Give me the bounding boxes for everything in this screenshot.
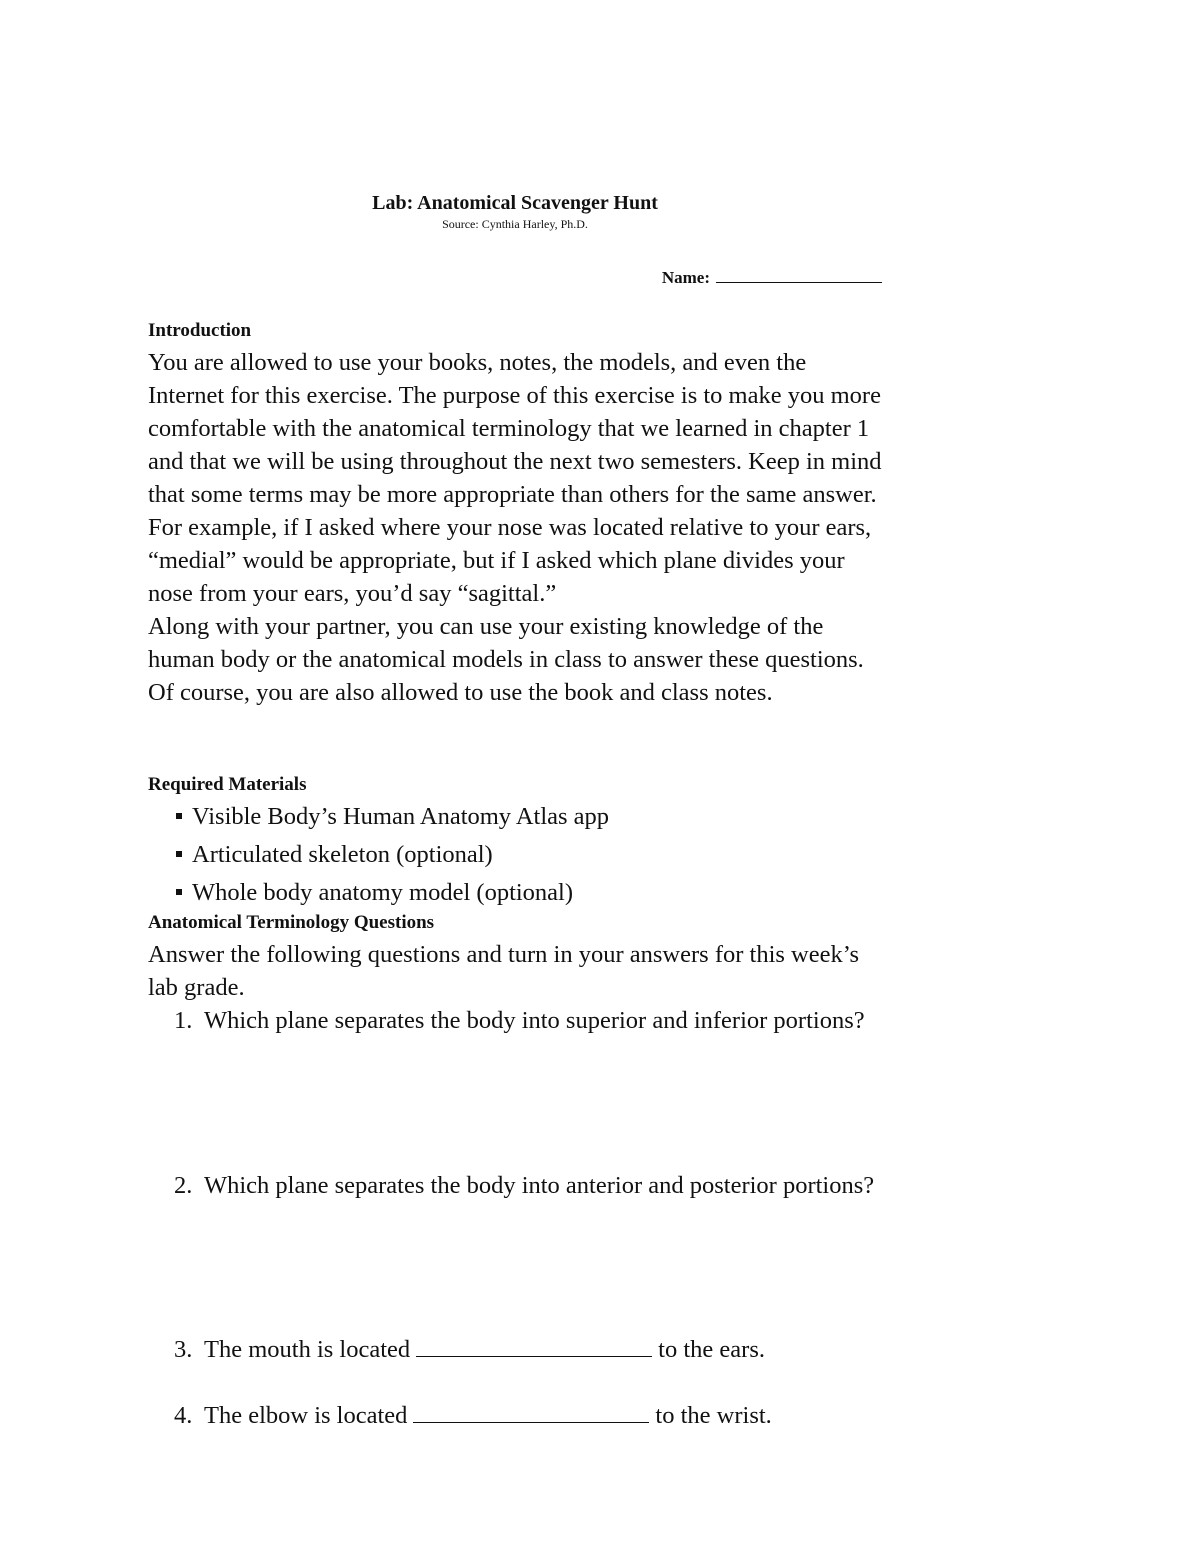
introduction-body [148, 346, 888, 709]
question-text: Which plane separates the body into anterior and posterior portions? [204, 1172, 875, 1199]
question-number: 4. [174, 1402, 193, 1429]
name-blank-line [716, 264, 882, 283]
name-field [560, 264, 882, 290]
list-item [176, 836, 876, 874]
list-item [176, 874, 876, 912]
question-item [174, 1333, 888, 1366]
question-text [204, 1399, 888, 1432]
introduction-heading: Introduction [148, 320, 252, 341]
list-item [176, 798, 876, 836]
question-item [174, 1004, 888, 1037]
question-number: 2. [174, 1172, 193, 1199]
material-label: Whole body anatomy model (optional) [192, 879, 574, 906]
questions-heading: Anatomical Terminology Questions [148, 912, 435, 933]
question-text-after: to the wrist. [655, 1402, 772, 1429]
question-text: Which plane separates the body into superior and inferior portions? [204, 1007, 865, 1034]
question-number: 3. [174, 1336, 193, 1363]
question-item [174, 1169, 888, 1202]
question-number: 1. [174, 1007, 193, 1034]
introduction-paragraph: You are allowed to use your books, notes, the models, and even the Internet for this exercise. The purpose of this exercise is to make you more comfortable with the anatomical terminology that we learned in chapter 1 and that we will be using throughout the next two semesters. Keep in mind that some terms may be more appropriate than others for the same answer. For example, if I asked where your nose was located relative to your ears, “medial” would be appropriate, but if I asked which plane divides your nose from your ears, you’d say “sagittal.” [148, 349, 882, 607]
answer-blank-line [416, 1334, 652, 1357]
source-credit: Source: Cynthia Harley, Ph.D. [442, 217, 588, 231]
document-title: Lab: Anatomical Scavenger Hunt [372, 192, 658, 214]
name-label: Name: [661, 268, 710, 287]
materials-list [176, 798, 876, 912]
material-label: Articulated skeleton (optional) [192, 841, 493, 868]
question-item [174, 1399, 888, 1432]
question-text-before: The elbow is located [204, 1402, 408, 1429]
materials-heading: Required Materials [148, 774, 307, 795]
material-label: Visible Body’s Human Anatomy Atlas app [192, 803, 610, 830]
introduction-paragraph: Along with your partner, you can use your existing knowledge of the human body or the anatomical models in class to answer these questions. Of course, you are also allowed to use the book and class notes. [148, 613, 864, 706]
question-text-after: to the ears. [658, 1336, 765, 1363]
question-text [204, 1333, 888, 1366]
bullet-icon [176, 813, 182, 819]
questions-instructions: Answer the following questions and turn in your answers for this week’s lab grade. [148, 941, 860, 1001]
answer-blank-line [413, 1400, 649, 1423]
bullet-icon [176, 889, 182, 895]
question-text-before: The mouth is located [204, 1336, 411, 1363]
bullet-icon [176, 851, 182, 857]
